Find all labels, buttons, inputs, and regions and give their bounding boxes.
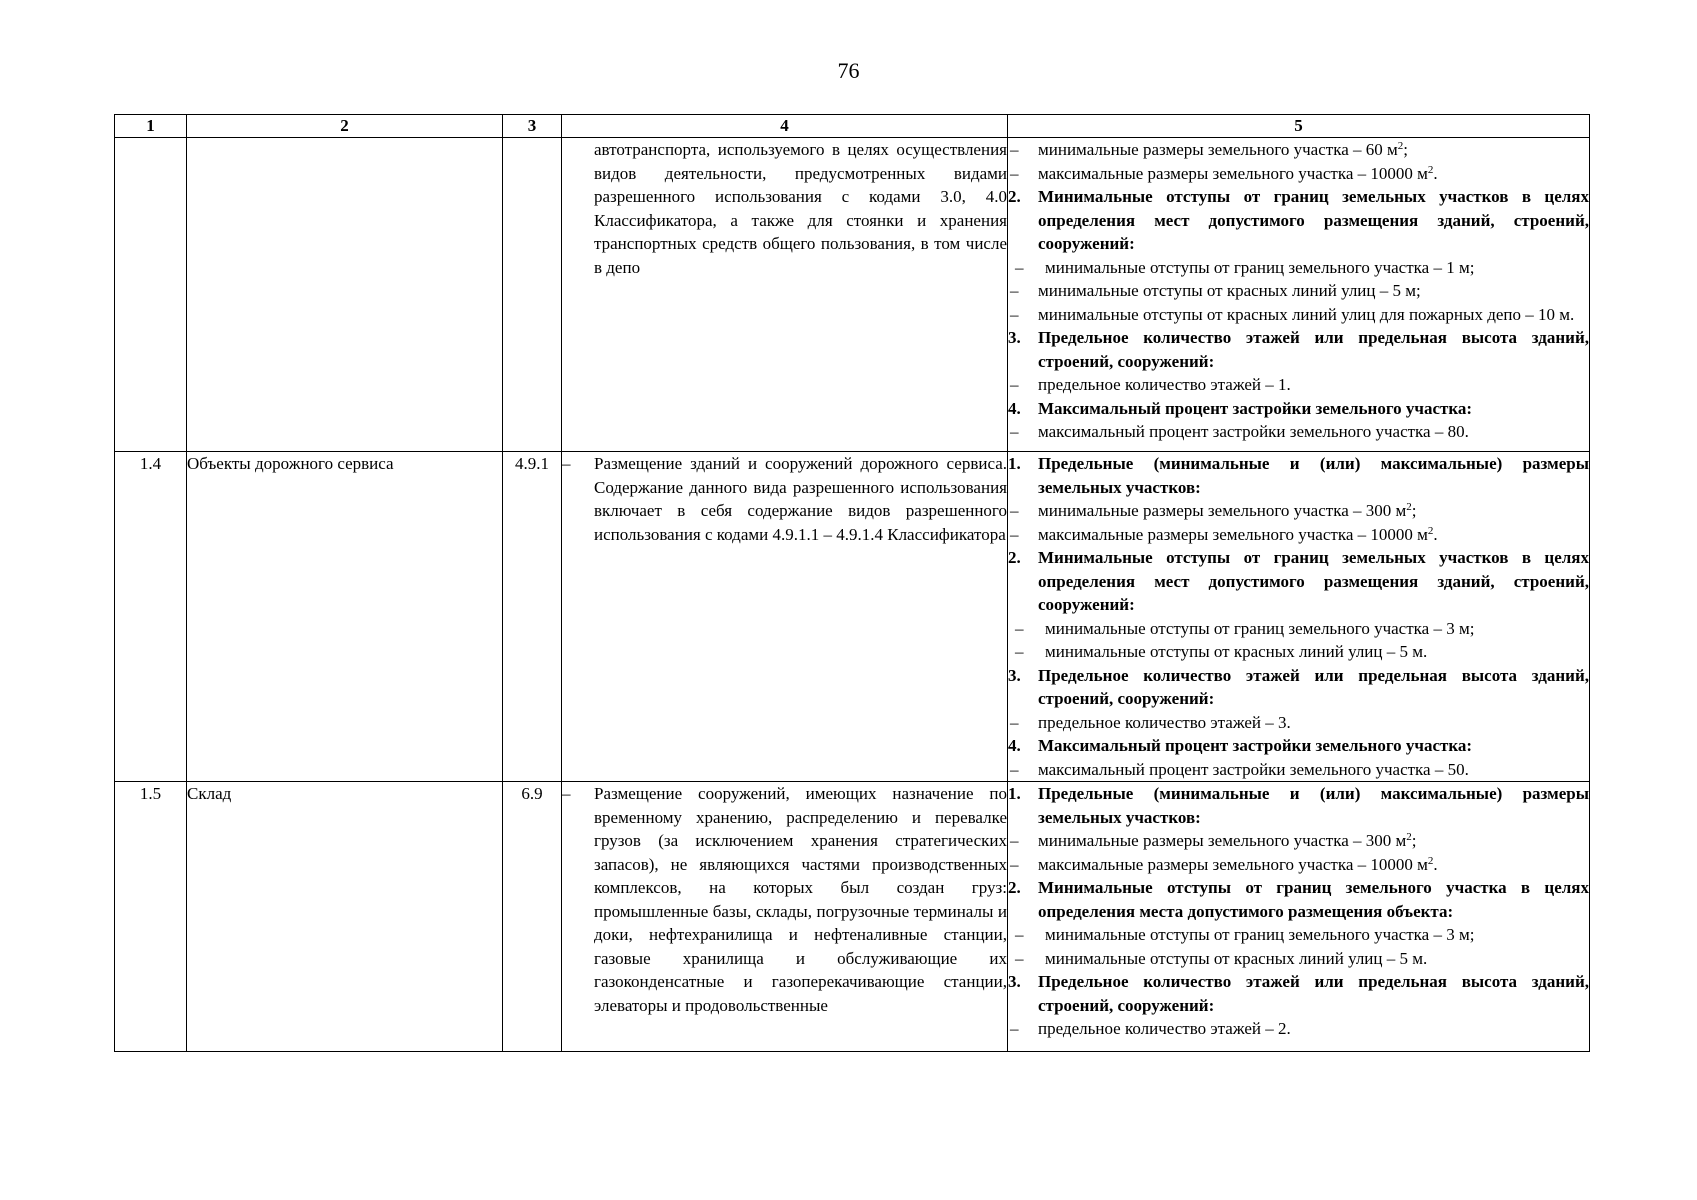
parameter-text-main: максимальный процент застройки земельного участка – 80. (1038, 422, 1469, 441)
parameter-punctuation: . (1433, 524, 1438, 544)
parameter-item (1008, 279, 1589, 303)
parameter-dash: – (1010, 854, 1019, 874)
row-number: 1.4 (115, 452, 187, 782)
parameter-dash: – (1015, 642, 1024, 661)
parameter-dash: – (1015, 925, 1024, 944)
parameter-punctuation: ; (1411, 501, 1417, 520)
parameter-text (1038, 397, 1589, 421)
parameter-text-main: минимальные размеры земельного участка – 300 м (1038, 831, 1407, 850)
parameter-text (1038, 734, 1589, 758)
parameter-text-main: Предельное количество этажей или предельная высота зданий, строений, сооружений: (1038, 972, 1589, 1015)
description-dash (562, 138, 594, 279)
parameter-text (1038, 499, 1589, 523)
header-col-5: 5 (1008, 115, 1590, 138)
parameter-text (1045, 923, 1589, 947)
parameter-text-main: максимальные размеры земельного участка – 10000 м (1038, 163, 1428, 183)
parameter-text-main: минимальные отступы от границ земельного участка – 3 м; (1045, 618, 1475, 638)
parameter-text-main: минимальные размеры земельного участка – 300 м (1038, 501, 1407, 520)
parameter-text-main: минимальные отступы от красных линий улиц – 5 м. (1045, 642, 1428, 661)
parameter-text (1038, 162, 1589, 186)
description-dash: – (562, 454, 571, 473)
parameter-dash: – (1015, 618, 1024, 638)
parameter-item (1008, 138, 1589, 162)
parameter-text (1038, 523, 1589, 547)
parameter-number: 2. (1008, 878, 1021, 897)
parameter-heading (1008, 734, 1589, 758)
parameter-number: 3. (1008, 328, 1021, 347)
row-description (562, 782, 1008, 1052)
parameter-number: 1. (1008, 454, 1021, 473)
parameter-text-main: минимальные отступы от границ земельного участка – 3 м; (1045, 925, 1475, 944)
parameter-text-main: Минимальные отступы от границ земельных участков в целях определения мест допустимого размещения зданий, строений, сооружений: (1038, 548, 1589, 614)
parameter-text (1038, 876, 1589, 923)
description-text: Размещение сооружений, имеющих назначение по временному хранению, распределению и перевалке грузов (за исключением хранения стратегических запасов), не являющихся частями производственных комплексов, на которых был создан груз: промышленные базы, склады, погрузочные терминалы и доки, нефтехранилища и нефтеналивные станции, газовые хранилища и обслуживающие их газоконденсатные и газоперекачивающие станции, элеваторы и продовольственные (594, 784, 1007, 1015)
parameter-item (1008, 162, 1589, 186)
parameter-text (1045, 640, 1589, 664)
parameter-text-main: предельное количество этажей – 1. (1038, 375, 1291, 394)
parameter-item (1008, 853, 1589, 877)
parameter-item (1008, 640, 1589, 664)
row-description (562, 138, 1008, 452)
parameter-dash: – (1010, 140, 1019, 159)
parameter-text-main: минимальные отступы от красных линий улиц – 5 м; (1038, 281, 1421, 300)
row-number: 1.5 (115, 782, 187, 1052)
parameter-text (1038, 853, 1589, 877)
parameter-text-main: минимальные отступы от красных линий улиц для пожарных депо – 10 м. (1038, 304, 1575, 324)
parameter-text (1038, 970, 1589, 1017)
parameter-text (1038, 711, 1589, 735)
parameter-text-main: предельное количество этажей – 2. (1038, 1019, 1291, 1038)
parameter-item (1008, 947, 1589, 971)
parameter-text (1045, 617, 1589, 641)
description-text: Размещение зданий и сооружений дорожного сервиса. Содержание данного вида разрешенного использования включает в себя содержание видов разрешенного использования с кодами 4.9.1.1 – 4.9.1.4 Классификатора (594, 454, 1007, 544)
parameter-punctuation: ; (1403, 140, 1408, 159)
parameter-text (1045, 256, 1589, 280)
unit-superscript: 2 (1427, 524, 1434, 537)
parameter-dash: – (1010, 422, 1019, 441)
zoning-table (114, 114, 1590, 1052)
parameter-item (1008, 711, 1589, 735)
parameter-text-main: минимальные отступы от границ земельного участка – 1 м; (1045, 257, 1475, 277)
parameter-dash: – (1010, 501, 1019, 520)
row-name: Склад (187, 782, 503, 1052)
description-dash: – (562, 784, 571, 803)
parameter-text (1045, 947, 1589, 971)
row-code (503, 138, 562, 452)
parameter-dash: – (1010, 524, 1019, 544)
parameter-number: 1. (1008, 784, 1021, 803)
parameter-text-main: Предельные (минимальные и (или) максимальные) размеры земельных участков: (1038, 454, 1589, 497)
parameter-heading (1008, 970, 1589, 1017)
parameter-number: 3. (1008, 665, 1021, 685)
parameter-item (1008, 617, 1589, 641)
parameter-item (1008, 303, 1589, 327)
unit-superscript: 2 (1406, 831, 1412, 843)
parameter-dash: – (1010, 375, 1019, 394)
header-col-3: 3 (503, 115, 562, 138)
parameter-heading (1008, 876, 1589, 923)
parameter-item (1008, 373, 1589, 397)
parameter-text (1038, 138, 1589, 162)
row-parameters (1008, 782, 1590, 1052)
parameter-item (1008, 829, 1589, 853)
parameter-text-main: Предельное количество этажей или предельная высота зданий, строений, сооружений: (1038, 328, 1589, 371)
row-number (115, 138, 187, 452)
parameter-text (1038, 758, 1589, 782)
parameter-text (1038, 829, 1589, 853)
parameter-number: 2. (1008, 187, 1021, 206)
parameter-text-main: предельное количество этажей – 3. (1038, 712, 1291, 732)
row-name: Объекты дорожного сервиса (187, 452, 503, 782)
parameter-number: 3. (1008, 972, 1021, 991)
parameter-dash: – (1010, 304, 1019, 324)
parameter-dash: – (1015, 948, 1024, 968)
parameter-text (1038, 546, 1589, 617)
parameter-heading (1008, 397, 1589, 421)
parameter-item (1008, 499, 1589, 523)
parameter-heading (1008, 546, 1589, 617)
parameter-text (1038, 303, 1589, 327)
row-parameters (1008, 138, 1590, 452)
parameter-item (1008, 923, 1589, 947)
table-row (115, 452, 1590, 782)
parameter-number: 2. (1008, 548, 1021, 567)
table-row (115, 782, 1590, 1052)
unit-superscript: 2 (1406, 501, 1412, 513)
parameter-dash: – (1010, 759, 1019, 779)
parameter-text (1038, 782, 1589, 829)
parameter-text (1038, 420, 1589, 444)
unit-superscript: 2 (1427, 854, 1434, 867)
table-header-row (115, 115, 1590, 138)
parameter-text-main: максимальные размеры земельного участка – 10000 м (1038, 854, 1428, 874)
parameter-text-main: минимальные отступы от красных линий улиц – 5 м. (1045, 948, 1428, 968)
parameter-dash: – (1010, 1019, 1019, 1038)
parameter-item (1008, 420, 1589, 444)
parameter-punctuation: . (1433, 163, 1438, 183)
header-col-4: 4 (562, 115, 1008, 138)
parameter-text-main: Предельные (минимальные и (или) максимальные) размеры земельных участков: (1038, 784, 1589, 827)
parameter-dash: – (1015, 257, 1024, 277)
parameter-text-main: Максимальный процент застройки земельного участка: (1038, 398, 1473, 418)
parameter-heading (1008, 452, 1589, 499)
parameter-text-main: максимальный процент застройки земельного участка – 50. (1038, 759, 1469, 779)
parameter-text-main: Предельное количество этажей или предельная высота зданий, строений, сооружений: (1038, 665, 1589, 708)
parameter-text (1038, 326, 1589, 373)
unit-superscript: 2 (1397, 140, 1404, 152)
parameter-item (1008, 256, 1589, 280)
parameter-heading (1008, 185, 1589, 256)
table-row (115, 138, 1590, 452)
parameter-number: 4. (1008, 398, 1021, 418)
parameter-text (1038, 1017, 1589, 1041)
parameter-heading (1008, 326, 1589, 373)
parameter-dash: – (1010, 831, 1019, 850)
row-code: 4.9.1 (503, 452, 562, 782)
row-name (187, 138, 503, 452)
parameter-text (1038, 452, 1589, 499)
header-col-2: 2 (187, 115, 503, 138)
parameter-dash: – (1010, 163, 1019, 183)
parameter-item (1008, 523, 1589, 547)
parameter-text-main: Максимальный процент застройки земельного участка: (1038, 736, 1473, 755)
parameter-heading (1008, 664, 1589, 711)
parameter-text-main: минимальные размеры земельного участка – 60 м (1038, 140, 1398, 159)
parameter-text (1038, 664, 1589, 711)
parameter-text (1038, 279, 1589, 303)
parameter-punctuation: ; (1411, 831, 1417, 850)
parameter-text-main: Минимальные отступы от границ земельных участков в целях определения мест допустимого размещения зданий, строений, сооружений: (1038, 187, 1589, 253)
parameter-text (1038, 373, 1589, 397)
page-number: 76 (837, 58, 860, 83)
parameter-item (1008, 1017, 1589, 1041)
parameter-item (1008, 758, 1589, 782)
parameter-punctuation: . (1433, 854, 1438, 874)
row-description (562, 452, 1008, 782)
parameter-text-main: Минимальные отступы от границ земельного участка в целях определения места допустимого размещения объекта: (1038, 878, 1589, 921)
parameter-number: 4. (1008, 736, 1021, 755)
parameter-text-main: максимальные размеры земельного участка – 10000 м (1038, 524, 1428, 544)
header-col-1: 1 (115, 115, 187, 138)
parameter-dash: – (1010, 281, 1019, 300)
unit-superscript: 2 (1427, 163, 1434, 176)
row-code: 6.9 (503, 782, 562, 1052)
parameter-heading (1008, 782, 1589, 829)
description-text: автотранспорта, используемого в целях осуществления видов деятельности, предусмотренных видами разрешенного использования с кодами 3.0, 4.0 Классификатора, а также для стоянки и хранения транспортных средств общего пользования, в том числе в депо (594, 140, 1007, 277)
parameter-text (1038, 185, 1589, 256)
parameter-dash: – (1010, 712, 1019, 732)
row-parameters (1008, 452, 1590, 782)
